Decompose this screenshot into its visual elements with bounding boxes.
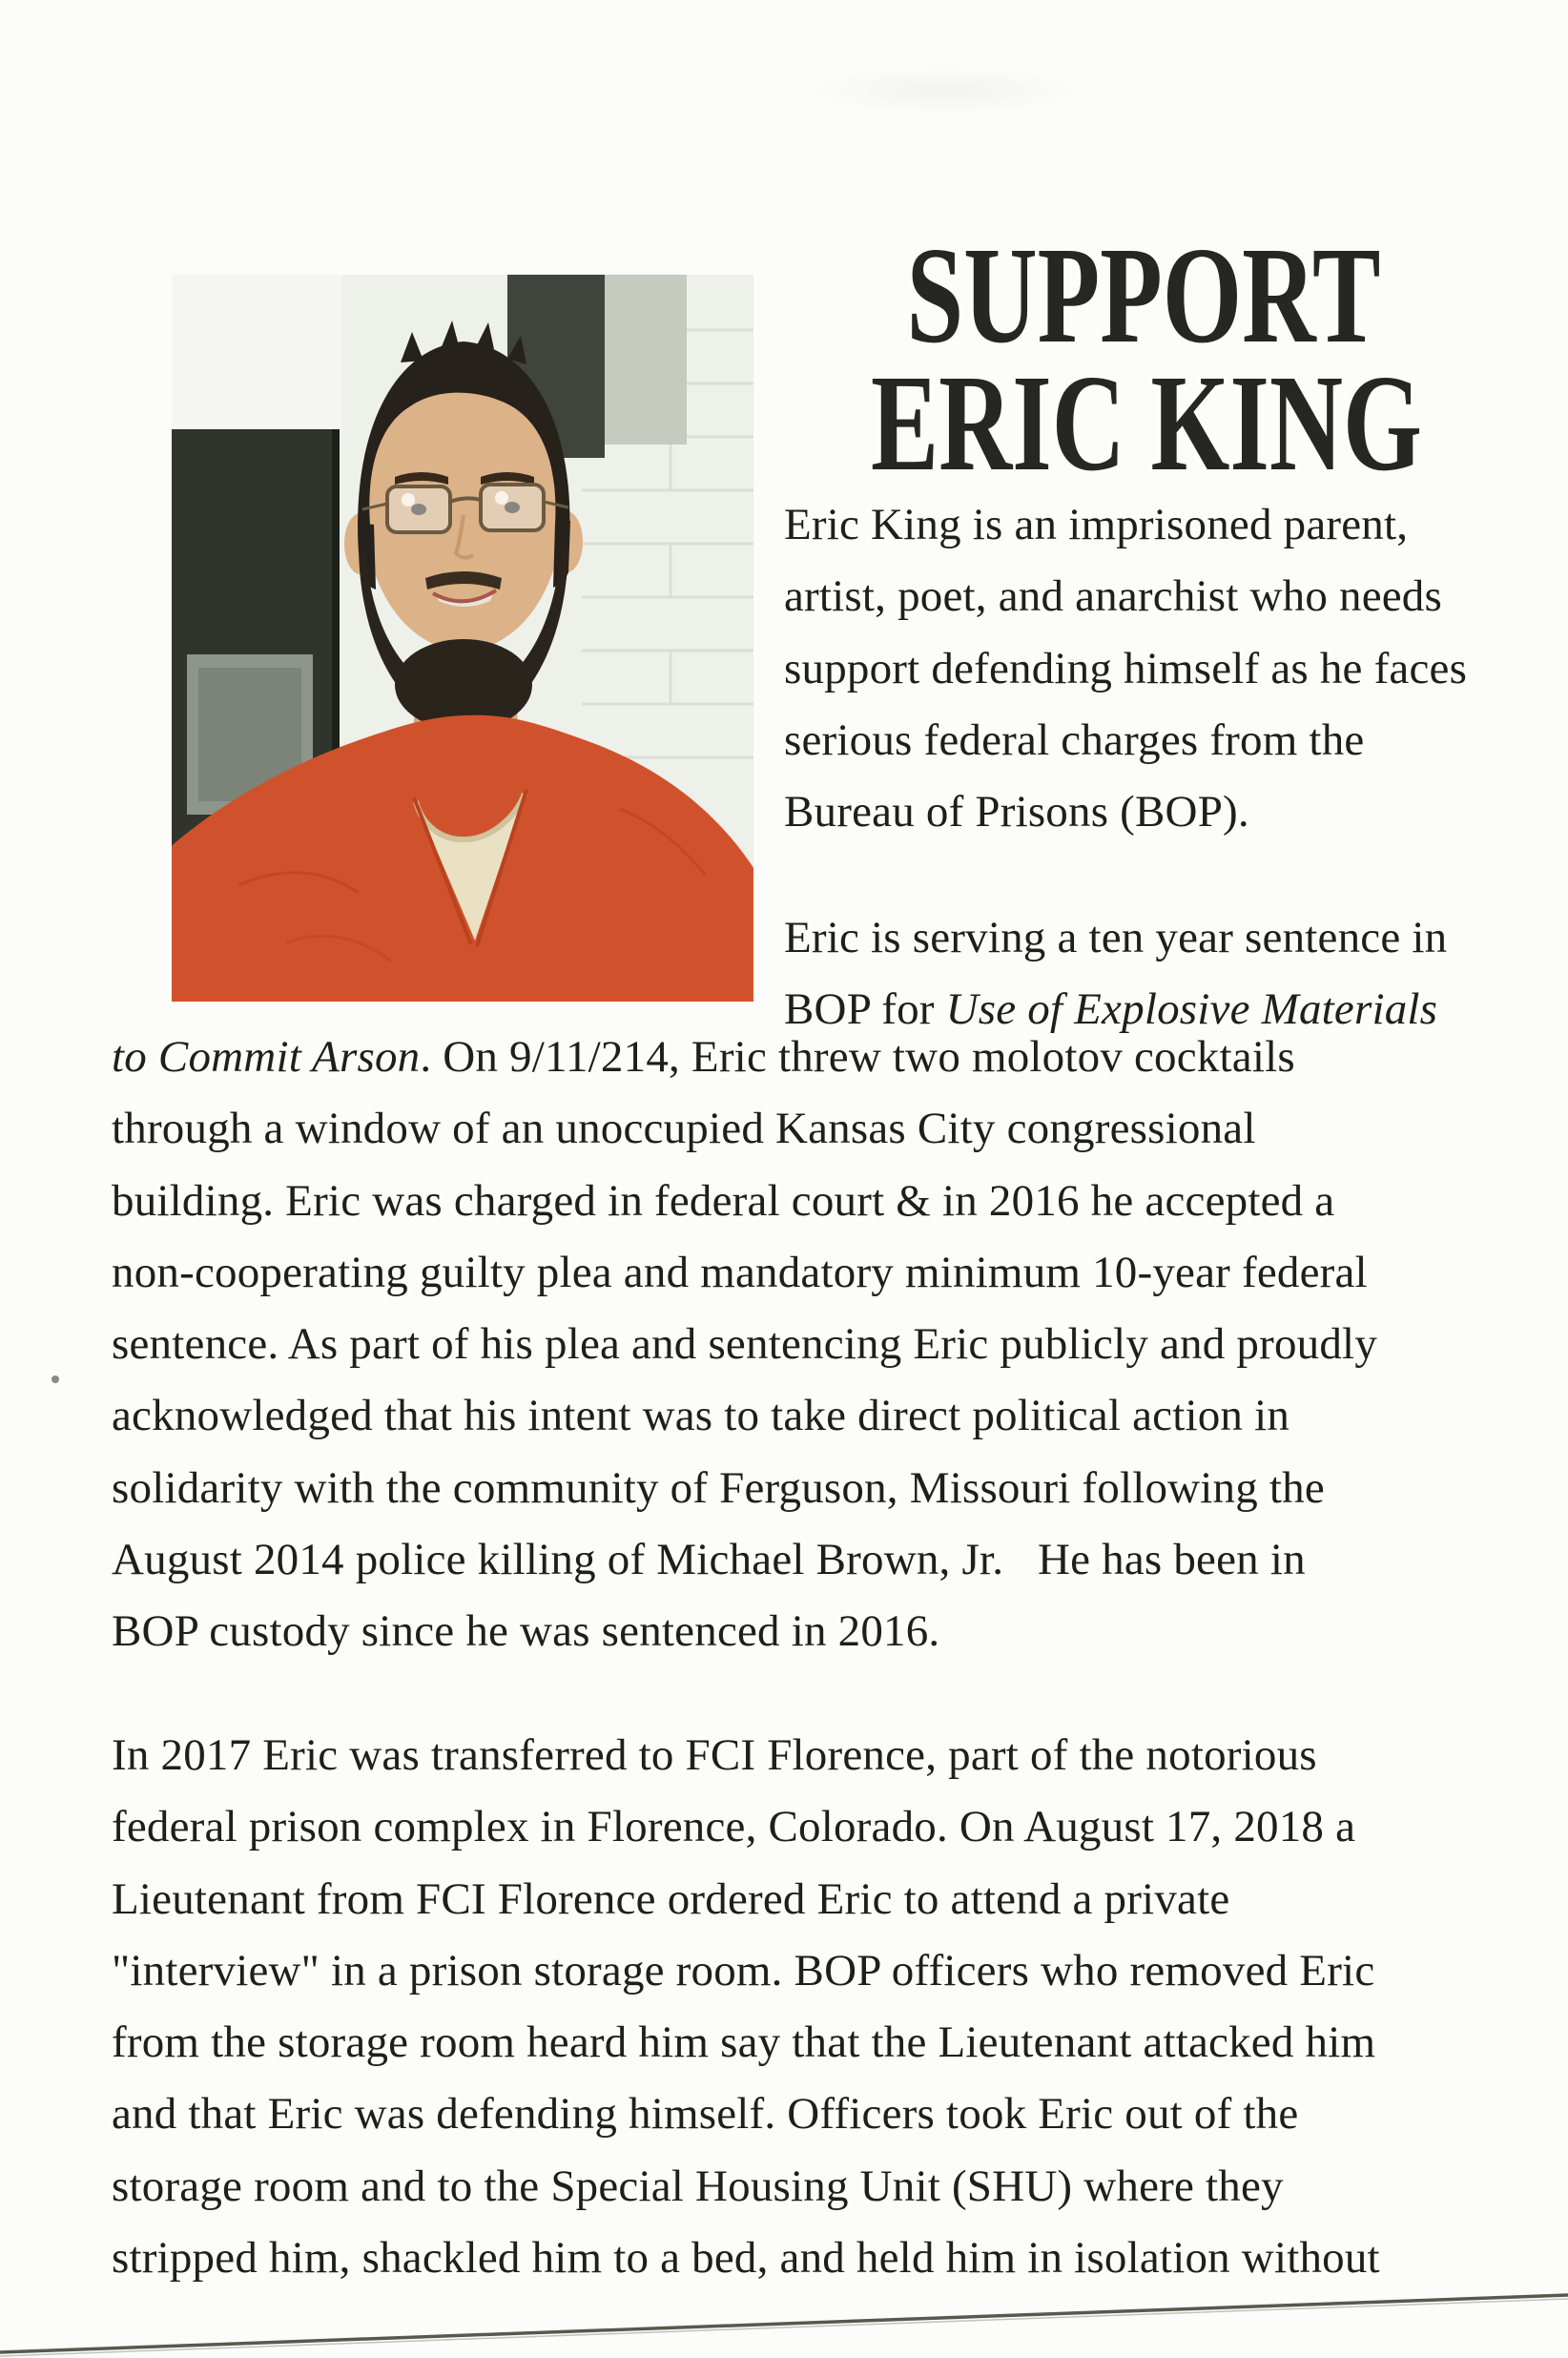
- text-line: acknowledged that his intent was to take direct political action in: [112, 1391, 1290, 1441]
- intro-paragraph: [784, 489, 1467, 848]
- text-line: BOP for Use of Explosive Materials: [784, 984, 1438, 1035]
- text-line: sentence. As part of his plea and sentencing Eric publicly and proudly: [112, 1319, 1378, 1370]
- text-line: artist, poet, and anarchist who needs: [784, 571, 1443, 622]
- text-line: In 2017 Eric was transferred to FCI Florence, part of the notorious: [112, 1730, 1317, 1780]
- text-line: solidarity with the community of Ferguson, Missouri following the: [112, 1462, 1325, 1513]
- photo-wall-light: [172, 275, 341, 437]
- headline-line2: ERIC KING: [871, 347, 1422, 500]
- stray-dot-artifact: [52, 1376, 59, 1383]
- text-line: "interview" in a prison storage room. BOP officers who removed Eric: [112, 1945, 1375, 1996]
- photo-gray-band: [605, 275, 687, 445]
- text-line: federal prison complex in Florence, Colorado. On August 17, 2018 a: [112, 1802, 1356, 1852]
- body-paragraph-2: [112, 1720, 1380, 2294]
- text-line: from the storage room heard him say that the Lieutenant attacked him: [112, 2017, 1376, 2068]
- text-line: storage room and to the Special Housing Unit (SHU) where they: [112, 2161, 1284, 2211]
- text-line: serious federal charges from the: [784, 714, 1365, 765]
- body-paragraph-1: [112, 1022, 1377, 1668]
- text-line: August 2014 police killing of Michael Brown, Jr. He has been in: [112, 1535, 1306, 1585]
- text-line: and that Eric was defending himself. Officers took Eric out of the: [112, 2089, 1299, 2140]
- text-line: through a window of an unoccupied Kansas City congressional: [112, 1104, 1256, 1154]
- text-line: Eric King is an imprisoned parent,: [784, 500, 1409, 549]
- text-line: Eric is serving a ten year sentence in: [784, 913, 1448, 962]
- portrait-photo: [172, 275, 753, 1002]
- text-line: to Commit Arson. On 9/11/214, Eric threw two molotov cocktails: [112, 1032, 1295, 1082]
- bottom-rule: [0, 2280, 1568, 2358]
- text-line: non-cooperating guilty plea and mandatory minimum 10-year federal: [112, 1247, 1368, 1297]
- text-line: building. Eric was charged in federal court & in 2016 he accepted a: [112, 1175, 1335, 1226]
- headline-line1: SUPPORT: [906, 219, 1381, 372]
- text-line: support defending himself as he faces: [784, 643, 1468, 693]
- text-line: Bureau of Prisons (BOP).: [784, 787, 1249, 838]
- text-line: BOP custody since he was sentenced in 2016.: [112, 1606, 940, 1657]
- text-line: stripped him, shackled him to a bed, and held him in isolation without: [112, 2233, 1380, 2284]
- text-line: Lieutenant from FCI Florence ordered Eric to attend a private: [112, 1873, 1230, 1924]
